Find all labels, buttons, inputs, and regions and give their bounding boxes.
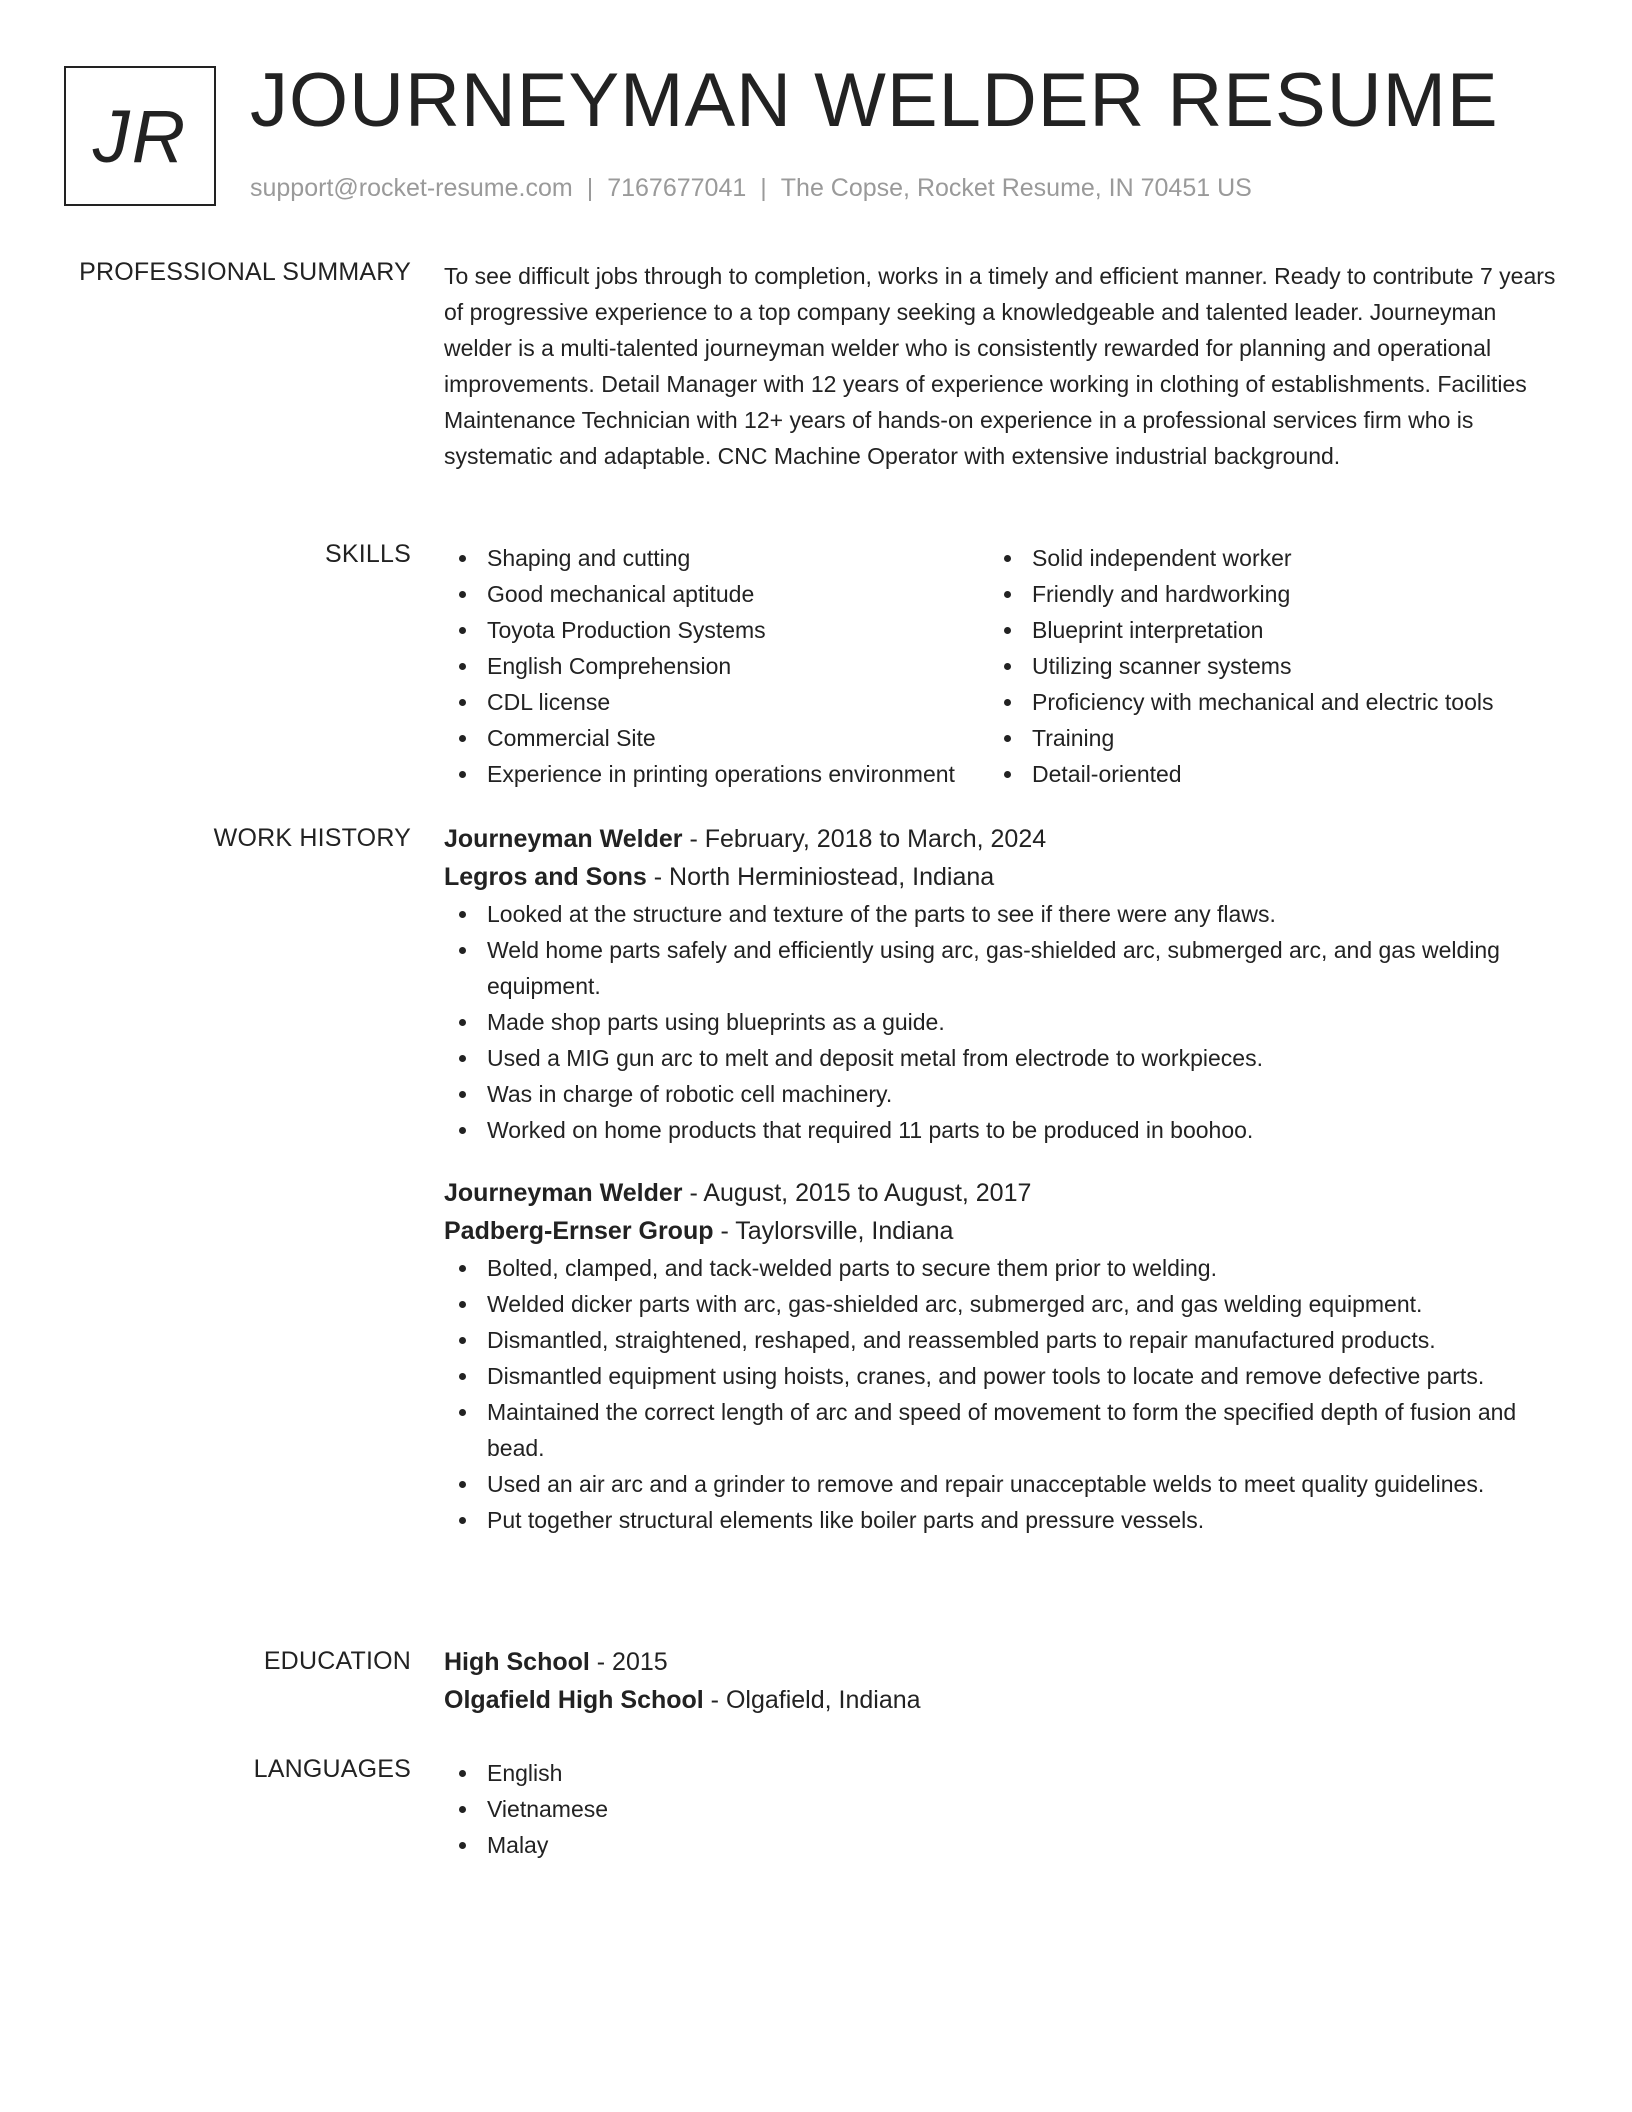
- contact-phone[interactable]: 7167677041: [607, 174, 747, 202]
- skill-item: Toyota Production Systems: [444, 612, 989, 648]
- skill-item: Solid independent worker: [989, 540, 1549, 576]
- job-bullet: Weld home parts safely and efficiently using arc, gas-shielded arc, submerged arc, and gas welding equipment.: [444, 932, 1560, 1004]
- education-degree: High School: [444, 1648, 590, 1676]
- skill-item: Utilizing scanner systems: [989, 648, 1549, 684]
- skills-column-2: [989, 540, 1549, 792]
- resume-title: JOURNEYMAN WELDER RESUME: [250, 58, 1499, 143]
- job-bullet: Worked on home products that required 11 parts to be produced in boohoo.: [444, 1112, 1560, 1148]
- skill-item: Training: [989, 720, 1549, 756]
- contact-email[interactable]: support@rocket-resume.com: [250, 174, 573, 202]
- job-bullet: Put together structural elements like boiler parts and pressure vessels.: [444, 1502, 1560, 1538]
- education-school: Olgafield High School: [444, 1686, 704, 1714]
- job-employer: Legros and Sons: [444, 863, 647, 891]
- education-location: - Olgafield, Indiana: [703, 1686, 921, 1714]
- education-body: [444, 1643, 1560, 1719]
- skills-column-1: [444, 540, 989, 792]
- education-school-line: [444, 1681, 1560, 1719]
- job-employer-line: [444, 1212, 1560, 1250]
- job-bullet: Used a MIG gun arc to melt and deposit metal from electrode to workpieces.: [444, 1040, 1560, 1076]
- job-bullet: Made shop parts using blueprints as a guide.: [444, 1004, 1560, 1040]
- job-bullet: Dismantled, straightened, reshaped, and reassembled parts to repair manufactured products.: [444, 1322, 1560, 1358]
- job-entry: [444, 820, 1560, 1148]
- skills-body: [444, 540, 1560, 792]
- education-degree-line: [444, 1643, 1560, 1681]
- job-bullet: Was in charge of robotic cell machinery.: [444, 1076, 1560, 1112]
- section-label-work-history: WORK HISTORY: [213, 824, 411, 852]
- language-item: Vietnamese: [444, 1791, 1560, 1827]
- work-history-body: [444, 820, 1560, 1538]
- skill-item: Experience in printing operations environment: [444, 756, 989, 792]
- section-label-education: EDUCATION: [263, 1647, 411, 1675]
- skill-item: Good mechanical aptitude: [444, 576, 989, 612]
- skill-item: Friendly and hardworking: [989, 576, 1549, 612]
- skill-item: Shaping and cutting: [444, 540, 989, 576]
- skill-item: English Comprehension: [444, 648, 989, 684]
- job-dates: - August, 2015 to August, 2017: [682, 1179, 1032, 1207]
- language-item: Malay: [444, 1827, 1560, 1863]
- section-label-languages: LANGUAGES: [253, 1755, 411, 1783]
- job-title: Journeyman Welder: [444, 825, 683, 853]
- initials-monogram: JR: [64, 66, 216, 206]
- contact-line: [250, 174, 1252, 203]
- job-employer: Padberg-Ernser Group: [444, 1217, 714, 1245]
- skill-item: Proficiency with mechanical and electric tools: [989, 684, 1549, 720]
- job-dates: - February, 2018 to March, 2024: [682, 825, 1047, 853]
- job-location: - Taylorsville, Indiana: [713, 1217, 954, 1245]
- job-bullet: Dismantled equipment using hoists, cranes, and power tools to locate and remove defective parts.: [444, 1358, 1560, 1394]
- skills-grid: [444, 540, 1560, 792]
- job-bullets: [444, 896, 1560, 1148]
- job-entry: [444, 1174, 1560, 1538]
- job-employer-line: [444, 858, 1560, 896]
- job-title: Journeyman Welder: [444, 1179, 683, 1207]
- job-bullet: Maintained the correct length of arc and speed of movement to form the specified depth of fusion and bead.: [444, 1394, 1560, 1466]
- job-bullets: [444, 1250, 1560, 1538]
- job-bullet: Bolted, clamped, and tack-welded parts to secure them prior to welding.: [444, 1250, 1560, 1286]
- skill-item: Commercial Site: [444, 720, 989, 756]
- job-title-line: [444, 820, 1560, 858]
- contact-address: The Copse, Rocket Resume, IN 70451 US: [780, 174, 1252, 202]
- contact-separator: |: [586, 174, 594, 202]
- languages-body: [444, 1755, 1560, 1863]
- skill-item: Detail-oriented: [989, 756, 1549, 792]
- summary-body: [444, 258, 1560, 474]
- education-year: - 2015: [589, 1648, 668, 1676]
- job-bullet: Used an air arc and a grinder to remove and repair unacceptable welds to meet quality guidelines.: [444, 1466, 1560, 1502]
- job-bullet: Welded dicker parts with arc, gas-shielded arc, submerged arc, and gas welding equipment.: [444, 1286, 1560, 1322]
- section-label-skills: SKILLS: [325, 540, 411, 568]
- job-location: - North Herminiostead, Indiana: [646, 863, 995, 891]
- job-title-line: [444, 1174, 1560, 1212]
- contact-separator: |: [760, 174, 767, 202]
- job-bullet: Looked at the structure and texture of the parts to see if there were any flaws.: [444, 896, 1560, 932]
- section-label-summary: PROFESSIONAL SUMMARY: [79, 258, 411, 286]
- skill-item: Blueprint interpretation: [989, 612, 1549, 648]
- languages-list: [444, 1755, 1560, 1863]
- skill-item: CDL license: [444, 684, 989, 720]
- language-item: English: [444, 1755, 1560, 1791]
- summary-text: To see difficult jobs through to completion, works in a timely and efficient manner. Ready to contribute 7 years of progressive experience to a top company seeking a knowledgeable and talented leader. Journeyman welder is a multi-talented journeyman welder who is consistently rewarded for planning and operational improvements. Detail Manager with 12 years of experience working in clothing of establishments. Facilities Maintenance Technician with 12+ years of hands-on experience in a professional services firm who is systematic and adaptable. CNC Machine Operator with extensive industrial background.: [444, 263, 1556, 469]
